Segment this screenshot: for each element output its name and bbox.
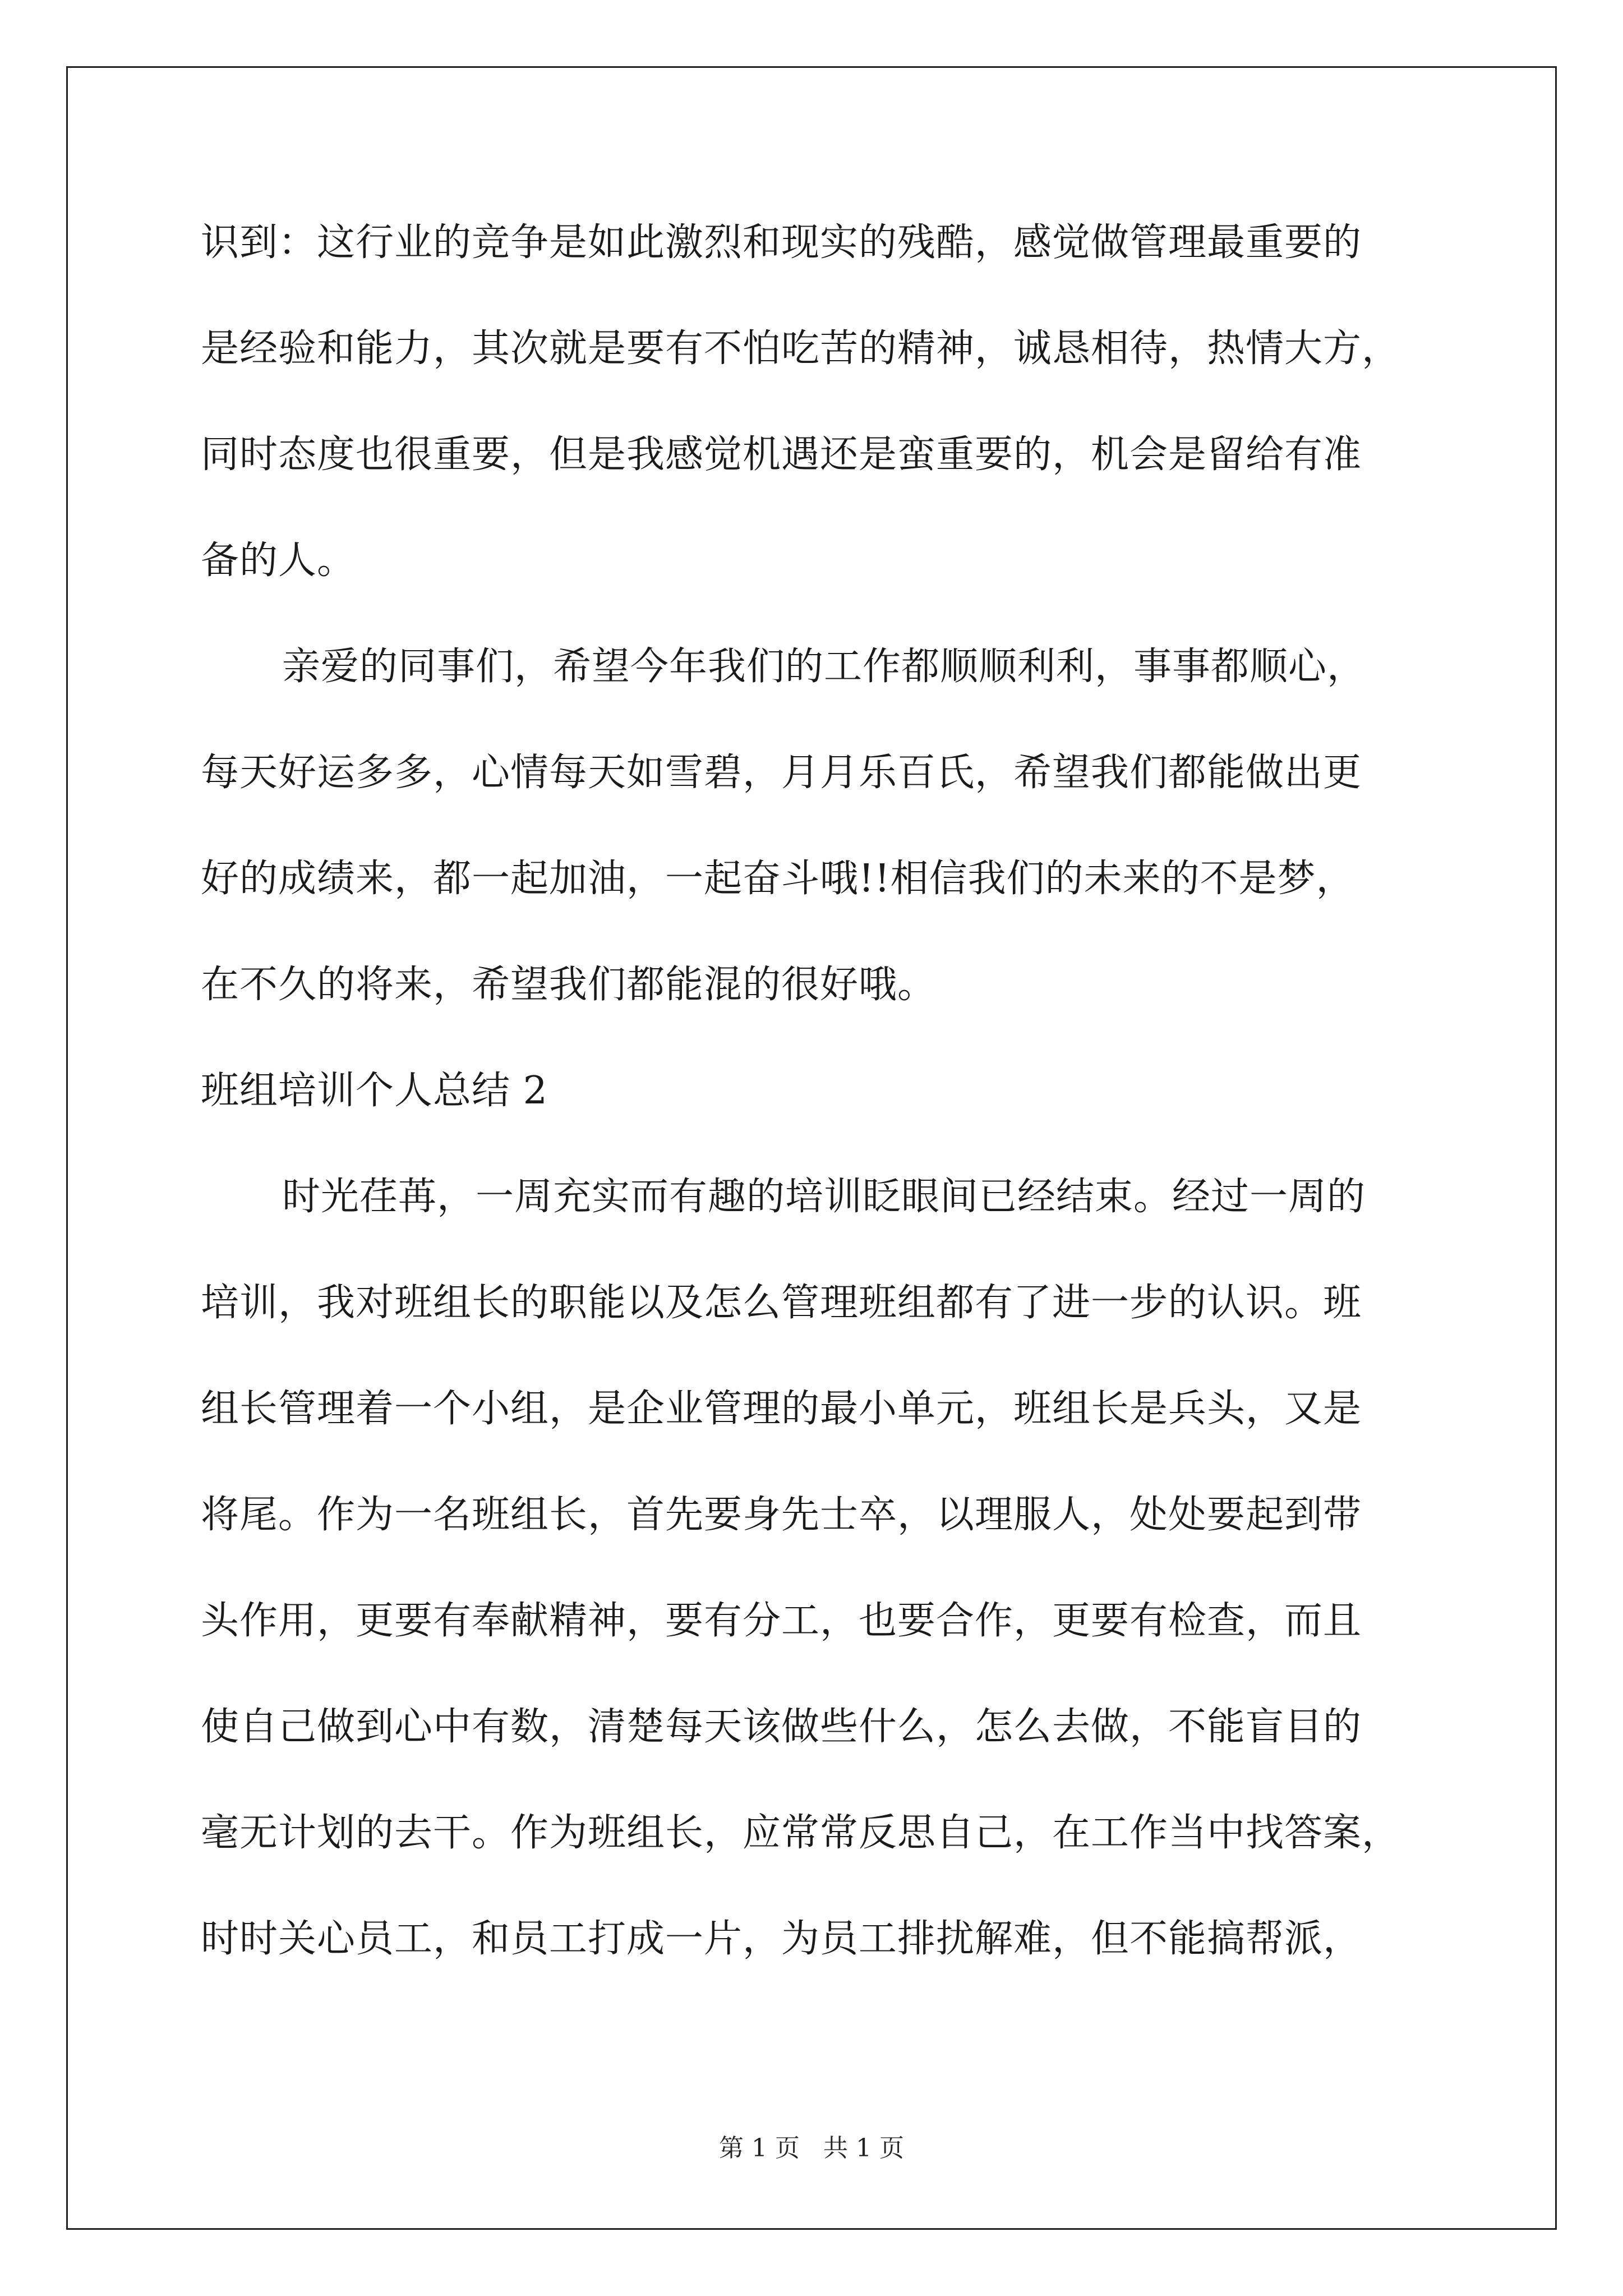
text-line: 同时态度也很重要，但是我感觉机遇还是蛮重要的，机会是留给有准 (201, 432, 1362, 477)
section-heading: 班组培训个人总结 2 (201, 1069, 548, 1113)
paragraph-start-line: 亲爱的同事们，希望今年我们的工作都顺顺利利，事事都顺心， (282, 645, 1366, 689)
text-line: 培训，我对班组长的职能以及怎么管理班组都有了进一步的认识。班 (201, 1281, 1362, 1325)
text-line: 组长管理着一个小组，是企业管理的最小单元，班组长是兵头，又是 (201, 1387, 1362, 1431)
text-line: 识到：这行业的竞争是如此激烈和现实的残酷，感觉做管理最重要的 (201, 220, 1362, 265)
text-line: 每天好运多多，心情每天如雪碧，月月乐百氏，希望我们都能做出更 (201, 751, 1362, 795)
text-line: 毫无计划的去干。作为班组长，应常常反思自己，在工作当中找答案， (201, 1811, 1401, 1855)
text-line: 使自己做到心中有数，清楚每天该做些什么，怎么去做，不能盲目的 (201, 1705, 1362, 1749)
page-border (66, 66, 1557, 2230)
text-line: 备的人。 (201, 539, 356, 583)
page-footer: 第 1 页 共 1 页 (719, 2134, 904, 2162)
text-line: 在不久的将来，希望我们都能混的很好哦。 (201, 963, 937, 1007)
text-line: 是经验和能力，其次就是要有不怕吃苦的精神，诚恳相待，热情大方， (201, 326, 1401, 371)
text-line: 好的成绩来，都一起加油，一起奋斗哦!!相信我们的未来的不是梦， (201, 857, 1355, 901)
text-line: 头作用，更要有奉献精神，要有分工，也要合作，更要有检查，而且 (201, 1599, 1362, 1643)
text-line: 时时关心员工，和员工打成一片，为员工排扰解难，但不能搞帮派， (201, 1917, 1362, 1961)
text-line: 将尾。作为一名班组长，首先要身先士卒，以理服人，处处要起到带 (201, 1493, 1362, 1537)
paragraph-start-line: 时光荏苒，一周充实而有趣的培训眨眼间已经结束。经过一周的 (282, 1175, 1366, 1219)
